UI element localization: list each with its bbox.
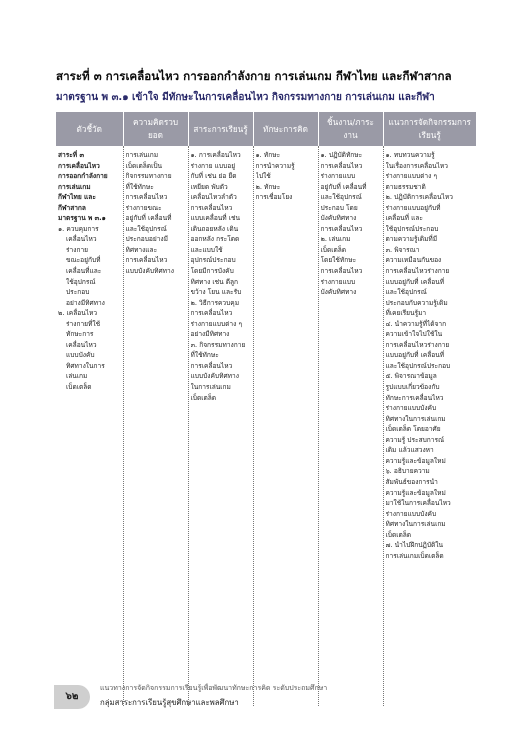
page-number: ๖๒	[54, 685, 90, 709]
cell-line: ๓. พิจารณา	[385, 245, 420, 254]
cell-line: การเคลื่อนไหวร่างกาย	[385, 267, 450, 276]
cell-line: ความเข้าใจไปใช้ใน	[385, 330, 443, 339]
cell-line: เดิม แล้วแสวงหา	[385, 446, 434, 455]
cell-line: ทิศทางในการ	[66, 361, 105, 370]
cell-line: ในเรื่องการเคลื่อนไหว	[385, 161, 448, 170]
cell-line: และใช้อุปกรณ์	[125, 224, 167, 233]
cell-line: การเคลื่อนไหว	[320, 161, 363, 170]
cell-line: แบบบังคับ	[66, 351, 95, 360]
section-title: สาระที่ ๓ การเคลื่อนไหว การออกกำลังกาย การเล่นเกม กีฬาไทย และกีฬาสากล	[56, 69, 452, 83]
cell-line: การเล่นเกมเบ็ดเตล็ด	[385, 551, 444, 560]
cell-line: การเชื่อมโยง	[255, 193, 293, 202]
cell-line: อยู่กับที่ เคลื่อนที่	[320, 182, 367, 191]
cell-line: ที่เคยเรียนรู้มา	[385, 309, 427, 318]
header-thinking-skill: ทักษะการคิด	[253, 112, 318, 146]
cell-line: ความรู้และข้อมูลใหม่	[385, 488, 446, 497]
footer-subject-group: กลุ่มสาระการเรียนรู้สุขศึกษาและพลศึกษา	[100, 698, 239, 707]
cell-line: การเคลื่อนไหว	[125, 256, 168, 265]
cell-line: ความรู้ ประสบการณ์	[385, 435, 445, 444]
cell-line: ร่างกายแบบ	[320, 172, 356, 181]
cell-line: ตามความรู้เดิมที่มี	[385, 235, 438, 244]
cell-line: ทิศทางในการเล่นเกม	[385, 520, 446, 529]
header-indicator: ตัวชี้วัด	[56, 112, 123, 146]
table-header-row	[56, 112, 476, 146]
cell-line: ร่างกายแบบอยู่กับที่	[385, 203, 441, 212]
cell-line: กิจกรรมทางกาย	[125, 172, 172, 181]
table-row	[56, 146, 476, 706]
cell-line: แบบบังคับทิศทาง	[190, 372, 239, 381]
cell-line: ๖. อธิบายความ	[385, 467, 430, 476]
cell-line: ๒. เล่นเกม	[320, 235, 351, 244]
cell-line: การเคลื่อนไหว	[190, 361, 233, 370]
cell-line: การเคลื่อนไหว	[190, 203, 233, 212]
cell-line: การเคลื่อนไหว	[125, 193, 168, 202]
cell-line: ทิศทาง เช่น ตีลูก	[190, 277, 239, 286]
cell-line: อย่างมีทิศทาง	[66, 298, 105, 307]
cell-line: และแบบใช้	[190, 245, 223, 254]
standard-subtitle: มาตรฐาน พ ๓.๑ เข้าใจ มีทักษะในการเคลื่อนไหว กิจกรรมทางกาย การเล่นเกม และกีฬา	[56, 92, 435, 103]
cell-line: ๑. ปฏิบัติทักษะ	[320, 151, 363, 159]
cell-thinking-skill	[253, 146, 318, 706]
cell-line: ๒. เคลื่อนไหว	[58, 309, 98, 318]
cell-line: เบ็ดเตล็ดเป็น	[125, 161, 163, 170]
cell-line: ประกอบ	[66, 288, 90, 297]
cell-line: ขว้าง โยน และรับ	[190, 288, 242, 297]
cell-line: ความเหมือนกันของ	[385, 256, 442, 265]
cell-line: ประกอบอย่างมี	[125, 235, 168, 244]
cell-line: สัมพันธ์ของการนำ	[385, 477, 438, 486]
cell-line: ทิศทางและ	[125, 245, 158, 254]
header-content: สาระการเรียนรู้	[188, 112, 253, 146]
cell-line: เบ็ดเตล็ด	[320, 245, 347, 254]
cell-line: ประกอบกับความรู้เดิม	[385, 298, 448, 307]
cell-line: ในการเล่นเกม	[190, 383, 231, 392]
cell-line: เคลื่อนไหว	[66, 340, 97, 349]
cell-line: ร่างกายขณะ	[125, 203, 162, 212]
cell-line: กีฬาสากล	[58, 203, 86, 212]
cell-line: ไปใช้	[255, 172, 271, 181]
cell-line: ร่างกาย	[66, 245, 89, 254]
cell-content	[188, 146, 253, 706]
cell-line: เล่นเกม	[66, 372, 88, 381]
cell-line: บังคับทิศทาง	[320, 288, 357, 297]
cell-line: ทักษะการเคลื่อนไหว	[385, 393, 444, 402]
cell-line: โดยใช้ทักษะ	[320, 256, 357, 265]
cell-line: ๑. ทักษะ	[255, 151, 281, 159]
cell-task	[318, 146, 383, 706]
cell-line: ร่างกาย แบบอยู่	[190, 161, 236, 170]
cell-line: แบบอยู่กับที่ เคลื่อนที่	[385, 277, 445, 286]
cell-line: ร่างกายแบบบังคับ	[385, 404, 437, 413]
cell-line: การเคลื่อนไหว	[320, 267, 363, 276]
cell-line: ๔. นำความรู้ที่ได้จาก	[385, 319, 447, 328]
cell-line: ใช้อุปกรณ์ประกอบ	[385, 224, 439, 233]
cell-line: ร่างกายแบบบังคับ	[385, 509, 437, 518]
cell-line: และใช้อุปกรณ์ประกอบ	[385, 361, 451, 370]
cell-line: สาระที่ ๓	[58, 151, 84, 159]
cell-activity	[383, 146, 476, 706]
cell-line: การเคลื่อนไหว	[190, 309, 233, 318]
cell-line: เคลื่อนที่ และ	[385, 214, 423, 223]
cell-line: การเล่นเกม	[58, 182, 91, 191]
cell-line: ๒. วิธีการควบคุม	[190, 298, 240, 307]
cell-line: ๗. นำไปฝึกปฏิบัติใน	[385, 541, 444, 550]
cell-line: การเคลื่อนไหว	[58, 161, 100, 170]
cell-line: ร่างกายแบบต่าง ๆ	[385, 172, 437, 181]
cell-concept	[123, 146, 188, 706]
cell-line: การเล่นเกม	[125, 151, 159, 159]
cell-line: การนำความรู้	[255, 161, 295, 170]
cell-line: เคลื่อนไหว	[66, 235, 97, 244]
cell-line: การเคลื่อนไหว	[320, 224, 363, 233]
cell-line: ร่างกายที่ใช้	[66, 319, 101, 328]
cell-line: การออกกำลังกาย	[58, 172, 108, 181]
cell-line: ขณะอยู่กับที่	[66, 256, 101, 265]
header-concept: ความคิดรวบยอด	[123, 112, 188, 146]
cell-line: เบ็ดเตล็ด	[190, 393, 217, 402]
cell-line: การเคลื่อนไหวร่างกาย	[385, 340, 450, 349]
cell-line: ร่างกายแบบต่าง ๆ	[190, 319, 242, 328]
cell-line: อย่างมีทิศทาง	[190, 330, 230, 339]
cell-line: อุปกรณ์ประกอบ	[190, 256, 236, 265]
cell-line: บังคับทิศทาง	[320, 214, 357, 223]
cell-line: ๑. การเคลื่อนไหว	[190, 151, 241, 159]
cell-line: เหยียด พับตัว	[190, 182, 228, 191]
footer-book-title: แนวทางการจัดกิจกรรมการเรียนรู้เพื่อพัฒนาทักษะการคิด ระดับประถมศึกษา	[100, 684, 328, 692]
cell-line: ๓. กิจกรรมทางกาย	[190, 340, 246, 349]
cell-line: เบ็ดเตล็ด	[385, 530, 412, 539]
cell-line: กีฬาไทย และ	[58, 193, 96, 202]
cell-line: และใช้อุปกรณ์	[320, 193, 362, 202]
cell-line: แบบอยู่กับที่ เคลื่อนที่	[385, 351, 445, 360]
cell-line: เดินถอยหลัง เดิน	[190, 224, 239, 233]
cell-line: ทักษะการ	[66, 330, 94, 339]
cell-line: ๑. ควบคุมการ	[58, 224, 99, 233]
cell-line: ทิศทางในการเล่นเกม	[385, 414, 446, 423]
cell-line: ๒. ปฏิบัติการเคลื่อนไหว	[385, 193, 453, 202]
cell-line: ใช้อุปกรณ์	[66, 277, 96, 286]
cell-line: ความรู้และข้อมูลใหม่	[385, 456, 446, 465]
header-task: ชิ้นงาน/ภาระงาน	[318, 112, 383, 146]
cell-line: เคลื่อนที่และ	[66, 267, 102, 276]
cell-line: ออกหลัง กระโดด	[190, 235, 240, 244]
cell-line: เคลื่อนไหวลำตัว	[190, 193, 237, 202]
cell-line: ที่ใช้ทักษะ	[125, 182, 154, 191]
cell-line: ๑. ทบทวนความรู้	[385, 151, 435, 159]
cell-line: ประกอบ โดย	[320, 203, 358, 212]
cell-line: แบบบังคับทิศทาง	[125, 267, 174, 276]
cell-line: มาตรฐาน พ ๓.๑	[58, 214, 106, 223]
cell-line: รูปแบบเกี่ยวข้องกับ	[385, 383, 440, 392]
cell-line: ๒. ทักษะ	[255, 182, 281, 191]
header-activity: แนวการจัดกิจกรรมการเรียนรู้	[383, 112, 476, 146]
cell-line: อยู่กับที่ เคลื่อนที่	[125, 214, 172, 223]
cell-line: และใช้อุปกรณ์	[385, 288, 427, 297]
cell-line: แบบเคลื่อนที่ เช่น	[190, 214, 240, 223]
curriculum-table	[56, 112, 476, 706]
cell-line: ๕. พิจารณาข้อมูล	[385, 372, 437, 381]
cell-indicator	[56, 146, 123, 706]
cell-line: โดยมีการบังคับ	[190, 267, 234, 276]
cell-line: ตามธรรมชาติ	[385, 182, 426, 191]
cell-line: ที่ใช้ทักษะ	[190, 351, 219, 360]
cell-line: มาใช้ในการเคลื่อนไหว	[385, 499, 451, 508]
cell-line: เบ็ดเตล็ด	[66, 383, 92, 392]
cell-line: ร่างกายแบบ	[320, 277, 356, 286]
cell-line: เบ็ดเตล็ด โดยอาศัย	[385, 425, 441, 434]
cell-line: กับที่ เช่น ย่อ ยืด	[190, 172, 237, 181]
